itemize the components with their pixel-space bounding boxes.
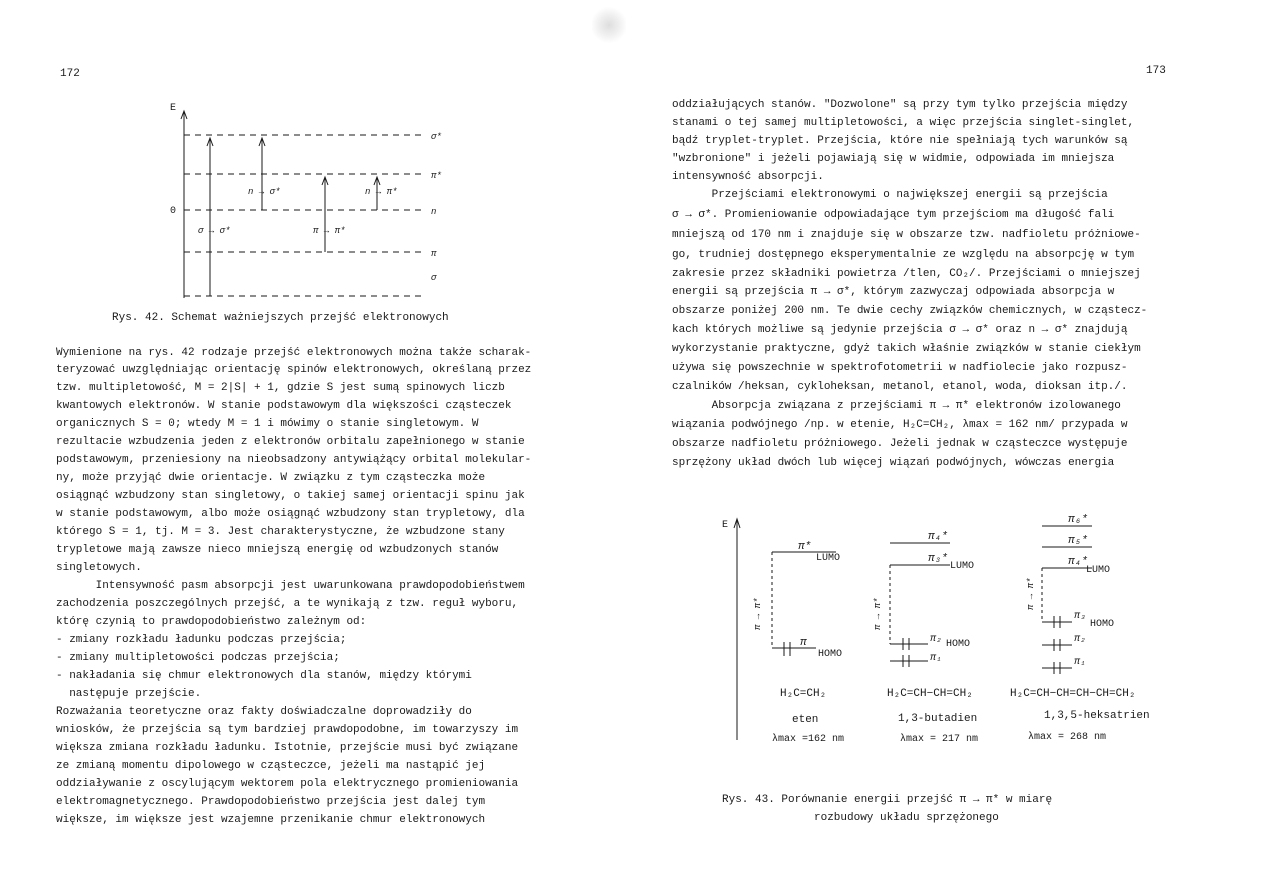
fig43-m2-name: 1,3-butadien [898,713,978,725]
fig43-m2-lumo: LUMO [950,561,975,572]
fig43-axis-label: E [722,520,729,531]
text-line: obszarze poniżej 200 nm. Te dwie cechy związków chemicznych, w cząstecz- [672,305,1148,317]
text-line: następuje przejście. [56,688,202,700]
fig43-m3-transition: π → π* [1026,577,1036,610]
text-line: bądź tryplet-tryplet. Przejścia, które nie spełniają tych warunków są [672,135,1128,147]
text-line: teryzować uwzględniając orientację spinów elektronowych, określaną przez [56,364,532,376]
text-line: oddziaływanie z oscylującym wektorem pola elektrycznego promieniowania [56,778,519,790]
fig43-m3-level-pi3: π₃ [1074,611,1087,622]
fig43-m3-level-pi1: π₁ [1074,657,1087,668]
text-line: "wzbronione" i jeżeli pojawiają się w widmie, odpowiada im mniejsza [672,153,1115,165]
text-line: elektromagnetycznego. Prawdopodobieństwo przejścia jest dalej tym [56,796,486,808]
fig42-level-pi-star: π* [431,171,442,181]
text-line: energii są przejścia π → σ*, którym zazwyczaj odpowiada absorpcja w [672,286,1115,298]
text-line: organicznych S = 0; wtedy M = 1 i mówimy o stanie singletowym. W [56,418,479,430]
fig43-m3-level-pi4: π₄* [1068,556,1088,568]
fig42-transition-pi-pi: π → π* [313,226,346,236]
text-line: Absorpcja związana z przejściami π → π* elektronów izolowanego [672,400,1121,412]
text-line: którego S = 1, tj. M = 3. Jest charakterystyczne, że wzbudzone stany [56,526,505,538]
figure-42-caption: Rys. 42. Schemat ważniejszych przejść elektronowych [112,312,449,324]
fig43-m2-level-pi2: π₂ [930,634,943,645]
fig42-transition-sigma-sigma: σ → σ* [198,226,231,236]
text-line: trypletowe mają zawsze nieco mniejszą energię od wzbudzonych stanów [56,544,499,556]
text-line: wykorzystanie praktyczne, gdyż takich właśnie związków w stanie ciekłym [672,343,1141,355]
fig42-axis-label: E [170,103,177,114]
fig42-level-sigma: σ [431,273,437,283]
text-line: kwantowych elektronów. W stanie podstawowym dla większości cząsteczek [56,400,512,412]
text-line: - zmiany rozkładu ładunku podczas przejścia; [56,634,347,646]
text-line: ny, może przyjąć dwie orientacje. W związku z tym cząsteczka może [56,472,486,484]
fig43-m3-lambda: λmax = 268 nm [1028,732,1107,743]
text-line: osiągnąć wzbudzony stan singletowy, o takiej samej orientacji spinu jak [56,490,525,502]
page-number-right: 173 [1146,65,1166,77]
text-line: w stanie podstawowym, albo może osiągnąć wzbudzony stan trypletowy, dla [56,508,525,520]
fig43-m2-level-pi1: π₁ [930,653,943,664]
fig43-m1-formula: H₂C=CH₂ [780,688,827,700]
fig43-m2-formula: H₂C=CH−CH=CH₂ [887,688,973,700]
fig43-m3-level-pi6: π₆* [1068,514,1088,526]
text-line: sprzężony układ dwóch lub więcej wiązań podwójnych, wówczas energia [672,457,1115,469]
figure-43-orbital-diagram [710,500,1180,760]
text-line: wiązania podwójnego /np. w etenie, H₂C=CH₂, λmax = 162 nm/ przypada w [672,419,1128,431]
text-line: singletowych. [56,562,142,574]
text-line: większe, im większe jest wzajemne przenikanie chmur elektronowych [56,814,486,826]
scan-speck [592,5,626,45]
text-line: - nakładania się chmur elektronowych dla stanów, między którymi [56,670,472,682]
text-line: używa się powszechnie w spektrofotometrii w nadfiolecie jako rozpusz- [672,362,1128,374]
fig42-zero-label: 0 [170,206,177,217]
fig43-m1-name: eten [792,714,819,726]
text-line: stanami o tej samej multipletowości, a więc przejścia singlet-singlet, [672,117,1135,129]
fig43-m1-level-pi: π [800,637,807,649]
text-line: oddziałujących stanów. "Dozwolone" są przy tym tylko przejścia między [672,99,1128,111]
text-line: tzw. multipletowość, M = 2|S| + 1, gdzie S jest sumą spinowych liczb [56,382,505,394]
page-number-left: 172 [60,68,80,80]
fig43-m1-level-pistar: π* [798,541,812,553]
fig43-m3-lumo: LUMO [1086,565,1111,576]
text-line: - zmiany multipletowości podczas przejścia; [56,652,340,664]
fig42-transition-n-pi: n → π* [365,187,398,197]
text-line: Rozważania teoretyczne oraz fakty doświadczalne doprowadziły do [56,706,472,718]
text-line: czalników /heksan, cykloheksan, metanol, etanol, woda, dioksan itp./. [672,381,1128,393]
fig42-level-n: n [431,207,437,217]
fig42-level-pi: π [431,249,437,259]
text-line: podstawowym, przeniesiony na nieobsadzony antywiążący orbital molekular- [56,454,532,466]
fig43-m3-formula: H₂C=CH−CH=CH−CH=CH₂ [1010,688,1136,700]
text-line: zakresie przez składniki powietrza /tlen, CO₂/. Przejściami o mniejszej [672,268,1141,280]
text-line: Wymienione na rys. 42 rodzaje przejść elektronowych można także scharak- [56,347,532,359]
figure-43-caption-line2: rozbudowy układu sprzężonego [814,812,999,824]
text-line: ze zmianą momentu dipolowego w cząsteczce, jeżeli ma nastąpić jej [56,760,486,772]
fig43-m2-level-pi4: π₄* [928,531,948,543]
fig43-m3-level-pi5: π₅* [1068,535,1088,547]
text-line: kach których możliwe są jedynie przejścia σ → σ* oraz n → σ* znajdują [672,324,1128,336]
fig43-m3-level-pi2: π₂ [1074,634,1087,645]
text-line: Intensywność pasm absorpcji jest uwarunkowana prawdopodobieństwem [56,580,525,592]
fig43-m1-transition: π → π* [753,597,763,630]
text-line: σ → σ*. Promieniowanie odpowiadające tym przejściom ma długość fali [672,209,1115,221]
fig43-m2-homo: HOMO [946,639,971,650]
fig43-m3-homo: HOMO [1090,619,1115,630]
text-line: go, trudniej dostępnego eksperymentalnie ze względu na absorpcję w tym [672,249,1135,261]
text-line: wniosków, że przejścia są tym bardziej prawdopodobne, im towarzyszy im [56,724,519,736]
text-line: rezultacie wzbudzenia jeden z elektronów orbitalu zapełnionego w stanie [56,436,525,448]
fig43-m1-homo: HOMO [818,649,843,660]
text-line: którę czynią to prawdopodobieństwo zależnym od: [56,616,367,628]
fig43-m2-level-pi3: π₃* [928,553,948,565]
text-line: Przejściami elektronowymi o największej energii są przejścia [672,189,1108,201]
text-line: obszarze nadfioletu próżniowego. Jeżeli jednak w cząsteczce występuje [672,438,1128,450]
text-line: zachodzenia poszczególnych przejść, a te wynikają z tzw. reguł wyboru, [56,598,519,610]
fig43-m1-lumo: LUMO [816,553,841,564]
fig42-transition-n-sigma: n → σ* [248,187,281,197]
fig43-m1-lambda: λmax =162 nm [772,734,845,745]
figure-43-caption-line1: Rys. 43. Porównanie energii przejść π → π* w miarę [722,794,1053,806]
fig43-m3-name: 1,3,5-heksatrien [1044,710,1150,722]
text-line: intensywność absorpcji. [672,171,824,183]
fig42-level-sigma-star: σ* [431,132,442,142]
fig43-m2-lambda: λmax = 217 nm [900,734,979,745]
text-line: mniejszą od 170 nm i znajduje się w obszarze tzw. nadfioletu próżniowe- [672,229,1141,241]
text-line: większa zmiana rozkładu ładunku. Istotnie, przejście musi być związane [56,742,519,754]
figure-42-energy-diagram [160,98,460,303]
fig43-m2-transition: π → π* [873,597,883,630]
